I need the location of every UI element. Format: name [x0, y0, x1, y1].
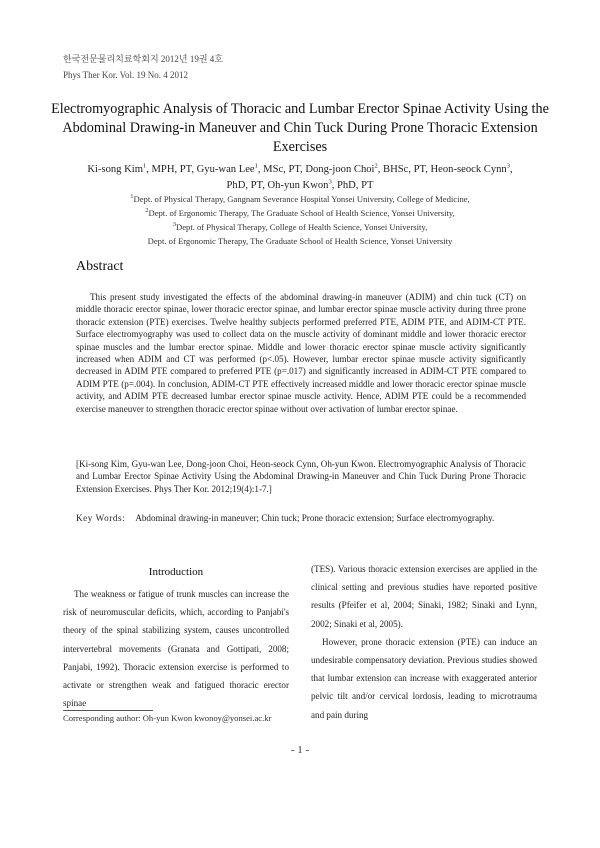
author-affiliation-mark: 3	[328, 178, 332, 186]
author-name: Dong-joon Choi	[305, 164, 375, 175]
author-credentials: , MPH, PT,	[146, 164, 197, 175]
abstract-heading: Abstract	[76, 259, 124, 274]
corresponding-author-footnote: Corresponding author: Oh-yun Kwon kwonoy@yonsei.ac.kr	[63, 713, 272, 723]
journal-korean: 한국전문물리치료학회지 2012년 19권 4호	[63, 54, 223, 64]
author-affiliation-mark: 1	[142, 162, 147, 170]
author-affiliation-mark: 1	[254, 162, 258, 170]
page-number: - 1 -	[290, 744, 310, 756]
footnote-divider	[63, 710, 153, 711]
citation: [Ki-song Kim, Gyu-wan Lee, Dong-joon Choi, Heon-seock Cynn, Oh-yun Kwon. Electromyographic Analysis of Thoracic and Lumbar Erector Spinae Activity Using the Abdominal Drawing-in Maneuver and Chin Tuck During Prone Thoracic Extension Exercises. Phys Ther Kor. 2012;19(4):1-7.]	[76, 459, 526, 494]
affiliation-mark: 1	[130, 193, 134, 201]
author-credentials: , PhD, PT	[331, 180, 374, 191]
author-credentials: , MSc, PT,	[257, 164, 306, 175]
author-affiliation-mark: 2	[374, 162, 378, 170]
author-name: Ki-song Kim	[87, 164, 143, 175]
running-header	[63, 51, 223, 83]
affiliation-mark: 3	[172, 221, 176, 229]
affiliation-list	[40, 192, 560, 248]
affiliation-line	[40, 192, 560, 206]
author-credentials: ,	[509, 164, 513, 175]
author-list	[40, 162, 560, 194]
introduction-heading: Introduction	[148, 566, 204, 578]
introduction-paragraph: However, prone thoracic extension (PTE) can induce an undesirable compensatory deviation. Previous studies showed that lumbar extension can increase with exaggerated anterior pelvic tilt and/or cervical lordosis, leading to microtrauma and pain during	[311, 636, 537, 720]
keywords-label: Key Words:	[76, 513, 126, 523]
keywords	[76, 512, 526, 524]
affiliation-line	[40, 220, 560, 234]
affiliation-line	[40, 206, 560, 220]
journal-english: Phys Ther Kor. Vol. 19 No. 4 2012	[63, 70, 189, 80]
paper-title: Electromyographic Analysis of Thoracic and Lumbar Erector Spinae Activity Using the Abdominal Drawing-in Maneuver and Chin Tuck During Prone Thoracic Extension Exercises	[51, 101, 549, 155]
affiliation-text: Dept. of Ergonomic Therapy, The Graduate School of Health Science, Yonsei University	[147, 236, 453, 246]
introduction-left-column: The weakness or fatigue of trunk muscles can increase the risk of neuromuscular deficits, which, according to Panjabi's theory of the spinal stabilizing system, causes uncontrolled intervertebral movements (Granata and Gottipati, 2008; Panjabi, 1992). Thoracic extension exercise is performed to activate or strengthen weak and fatigued thoracic erector spinae	[63, 589, 289, 709]
author-name: Gyu-wan Lee	[196, 164, 255, 175]
affiliation-text: Dept. of Ergonomic Therapy, The Graduate School of Health Science, Yonsei University,	[148, 208, 455, 218]
author-name: PhD, PT, Oh-yun Kwon	[226, 180, 329, 191]
affiliation-text: Dept. of Physical Therapy, Gangnam Severance Hospital Yonsei University, College of Medicine,	[133, 194, 470, 204]
author-credentials: , BHSc, PT,	[377, 164, 431, 175]
introduction-paragraph: (TES). Various thoracic extension exercises are applied in the clinical setting and previous studies have reported positive results (Pfeifer et al, 2004; Sinaki, 1982; Sinaki and Lynn, 2002; Sinaki et al, 2005).	[311, 564, 537, 629]
keywords-text: Abdominal drawing-in maneuver; Chin tuck; Prone thoracic extension; Surface electromyography.	[135, 513, 495, 523]
affiliation-mark: 2	[145, 207, 149, 215]
introduction-right-column	[311, 560, 537, 724]
author-name: Heon-seock Cynn	[430, 164, 507, 175]
abstract-body: This present study investigated the effects of the abdominal drawing-in maneuver (ADIM) and chin tuck (CT) on middle thoracic erector spinae, lower thoracic erector spinae, and lumbar erector spinae muscle activity during three prone thoracic extension (PTE) exercises. Twelve healthy subjects performed preferred PTE, ADIM PTE, and ADIM-CT PTE. Surface electromyography was used to collect data on the muscle activity of dominant middle and lower thoracic erector spinae muscles and the lumbar erector spinae. Middle and lower thoracic erector spinae muscle activity significantly increased when ADIM and CT was performed (p<.05). However, lumbar erector spinae muscle activity significantly decreased in ADIM PTE compared to preferred PTE (p=.017) and significantly increased in ADIM-CT PTE compared to ADIM PTE (p=.004). In conclusion, ADIM-CT PTE effectively increased middle and lower thoracic erector spinae muscle activity, and ADIM PTE decreased lumbar erector spinae muscle activity. Hence, ADIM PTE could be a recommended exercise maneuver to strengthen thoracic erector spinae without over activation of lumbar erector spinae.	[76, 292, 526, 414]
author-affiliation-mark: 3	[506, 162, 510, 170]
affiliation-text: Dept. of Physical Therapy, College of Health Science, Yonsei University,	[176, 222, 428, 232]
affiliation-line	[40, 234, 560, 248]
